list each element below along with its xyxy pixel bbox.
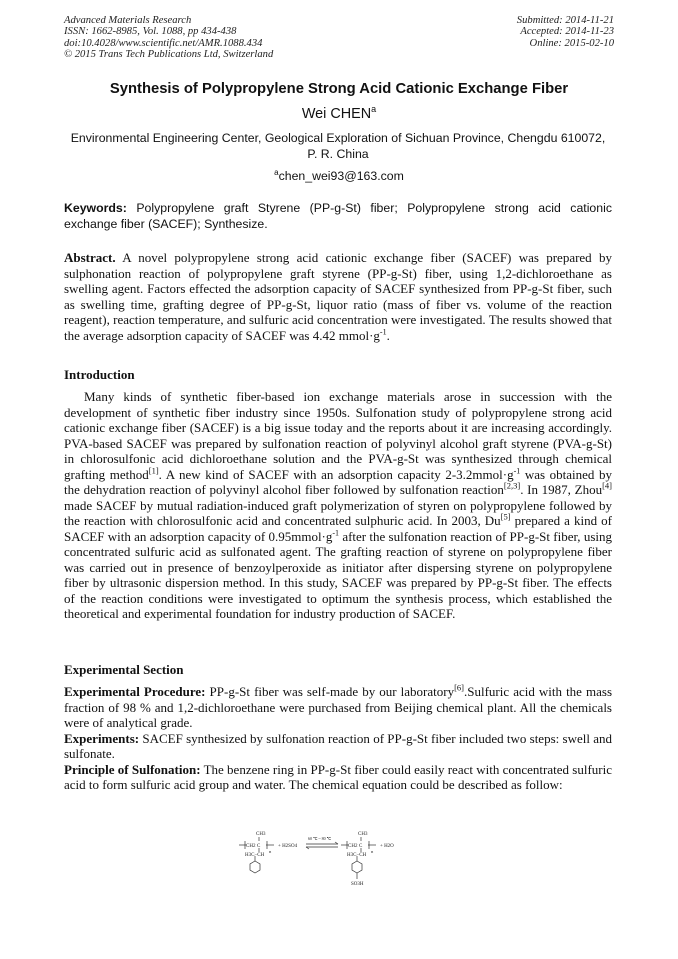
- unit-exponent-1: -1: [513, 466, 521, 476]
- citation-5: [5]: [500, 511, 511, 522]
- reaction-condition: 60 ℃ ~ 80 ℃: [308, 836, 332, 841]
- email-line: [0, 168, 678, 183]
- abstract: [64, 250, 612, 343]
- abstract-text: A novel polypropylene strong acid cationic exchange fiber (SACEF) was prepared by sulphonation reaction of polypropylene graft styrene (PP-g-St) fiber, using 1,2-dichloroethane as swelling agent. Factors effected the adsorption capacity of SACEF synthesized from PP-g-St fiber, such as swelling time, grafting degree of PP-g-St, liquor ratio (mass of fiber vs. volume of the reaction reagent), reaction temperature, and sulfuric acid concentration were investigated. The results showed that the average adsorption capacity of SACEF was 4.42 mmol·g: [64, 250, 612, 343]
- paper-title: Synthesis of Polypropylene Strong Acid Cationic Exchange Fiber: [109, 81, 569, 97]
- sulfonation-reaction-scheme: [234, 827, 444, 893]
- product-c: C: [359, 844, 363, 849]
- keywords: [64, 201, 612, 232]
- citation-4: [4]: [602, 480, 613, 491]
- intro-text-5: made SACEF by mutual radiation-induced graft polymerization of styren on polypropylene followed by the reaction with chlorosulfonic acid and concentrated sulphuric acid. In 2003, Du: [64, 497, 612, 528]
- reagent-h2so4: + H2SO4: [278, 844, 298, 849]
- citation-1: [1]: [148, 465, 159, 476]
- product-ch2: CH2: [348, 844, 358, 849]
- submitted-date: Submitted: 2014-11-21: [516, 15, 614, 26]
- intro-text-6: prepared a kind of SACEF with an adsorption capacity of 0.95mmol·g: [64, 513, 612, 544]
- keywords-text: Polypropylene graft Styrene (PP-g-St) fiber; Polypropylene strong acid cationic exchange fiber (SACEF); Synthesize.: [64, 201, 612, 231]
- experiments-text: SACEF synthesized by sulfonation reaction of PP-g-St fiber included two steps: swell and sulfonate.: [64, 730, 612, 761]
- accepted-date: Accepted: 2014-11-23: [520, 26, 614, 38]
- online-date: Online: 2015-02-10: [529, 37, 614, 49]
- author-name: Wei CHEN: [301, 105, 372, 122]
- journal-header-right: [517, 15, 614, 49]
- introduction-paragraph: [64, 389, 612, 622]
- experiments-paragraph: [64, 731, 612, 762]
- abstract-label: Abstract.: [64, 250, 116, 265]
- product-h2o: + H2O: [380, 844, 394, 849]
- unit-exponent-2: -1: [332, 528, 340, 538]
- author-mark: a: [371, 104, 377, 114]
- intro-text-3: was obtained by the dehydration reaction of polyvinyl alcohol fiber followed by sulfonation reaction: [64, 466, 612, 497]
- procedure-text-2: .Sulfuric acid with the mass fraction of 98 % and 1,2-dichloroethane were purchased from Beijing chemical plant. All the chemicals were of analytical grade.: [64, 684, 613, 730]
- procedure-paragraph: [64, 684, 612, 731]
- procedure-label: Experimental Procedure:: [64, 684, 206, 699]
- copyright-line: © 2015 Trans Tech Publications Ltd, Switzerland: [64, 48, 274, 60]
- email-mark: a: [274, 168, 279, 177]
- experiments-label: Experiments:: [64, 730, 140, 746]
- reactant-c: C: [257, 844, 261, 849]
- product-so3h: SO3H: [351, 882, 364, 887]
- reactant-ch3: CH3: [256, 832, 266, 837]
- issn-line: ISSN: 1662-8985, Vol. 1088, pp 434-438: [64, 26, 237, 38]
- abstract-end: .: [386, 327, 390, 343]
- doi-line: doi:10.4028/www.scientific.net/AMR.1088.434: [64, 37, 263, 49]
- introduction-heading: Introduction: [64, 367, 135, 382]
- principle-paragraph: [64, 762, 612, 793]
- abstract-unit-exponent: -1: [379, 327, 387, 337]
- experimental-section: [64, 684, 612, 793]
- intro-text-1: Many kinds of synthetic fiber-based ion exchange materials arose in succession with the development of synthetic fiber industry since 1950s. Sulfonation study of polypropylene strong acid cationic exchange fiber (SACEF) is a big issue today and the reports about it are increasing accordingly. PVA-based SACEF was prepared by sulfonation reaction of polyvinyl alcohol graft styrene (PVA-g-St) in chlorosulfonic acid dichloroethane solution and the PVA-g-St was synthesized through chemical grafting method: [64, 389, 612, 482]
- equilibrium-arrow: [306, 842, 338, 849]
- procedure-text-1: PP-g-St fiber was self-made by our laboratory: [205, 684, 455, 699]
- affiliation: Environmental Engineering Center, Geological Exploration of Sichuan Province, Chengdu 610072, P. R. China: [70, 131, 606, 161]
- journal-name: Advanced Materials Research: [64, 15, 192, 26]
- reactant-n: n: [269, 849, 272, 854]
- product-n: n: [371, 849, 374, 854]
- intro-text-4: . In 1987, Zhou: [520, 482, 603, 497]
- author-line: [0, 104, 678, 122]
- keywords-label: Keywords:: [64, 201, 127, 215]
- intro-text-7: after the sulfonation reaction of PP-g-St fiber, using concentrated sulfuric acid as sulfonated agent. The grafting reaction of styrene on polypropylene fiber was carried out in presence of benzoylperoxide as initiator after dispersing styrene on polypropylene fiber by ultrasonic dispersion method. In this study, SACEF was prepared by PP-g-St fiber. The effects of the reaction conditions were investigated to optimum the synthesis process, which established the theoretical and experimental foundation for industry production of SACEF.: [64, 528, 612, 621]
- product-h3c-ch: H3C−CH: [347, 853, 367, 858]
- principle-label: Principle of Sulfonation:: [64, 761, 201, 777]
- intro-text-2: . A new kind of SACEF with an adsorption capacity 2-3.2mmol·g: [158, 466, 514, 482]
- product-ch3: CH3: [358, 832, 368, 837]
- reactant-ch2: CH2: [246, 844, 256, 849]
- experimental-heading: Experimental Section: [64, 662, 184, 677]
- citation-2-3: [2,3]: [503, 480, 521, 491]
- email-address: chen_wei93@163.com: [278, 169, 404, 184]
- journal-header-left: [64, 15, 273, 60]
- citation-6: [6]: [454, 682, 465, 693]
- principle-text: The benzene ring in PP-g-St fiber could easily react with concentrated sulfuric acid to form sulfuric acid group and water. The chemical equation could be described as follow:: [64, 761, 612, 792]
- reactant-h3c-ch: H3C−CH: [245, 853, 265, 858]
